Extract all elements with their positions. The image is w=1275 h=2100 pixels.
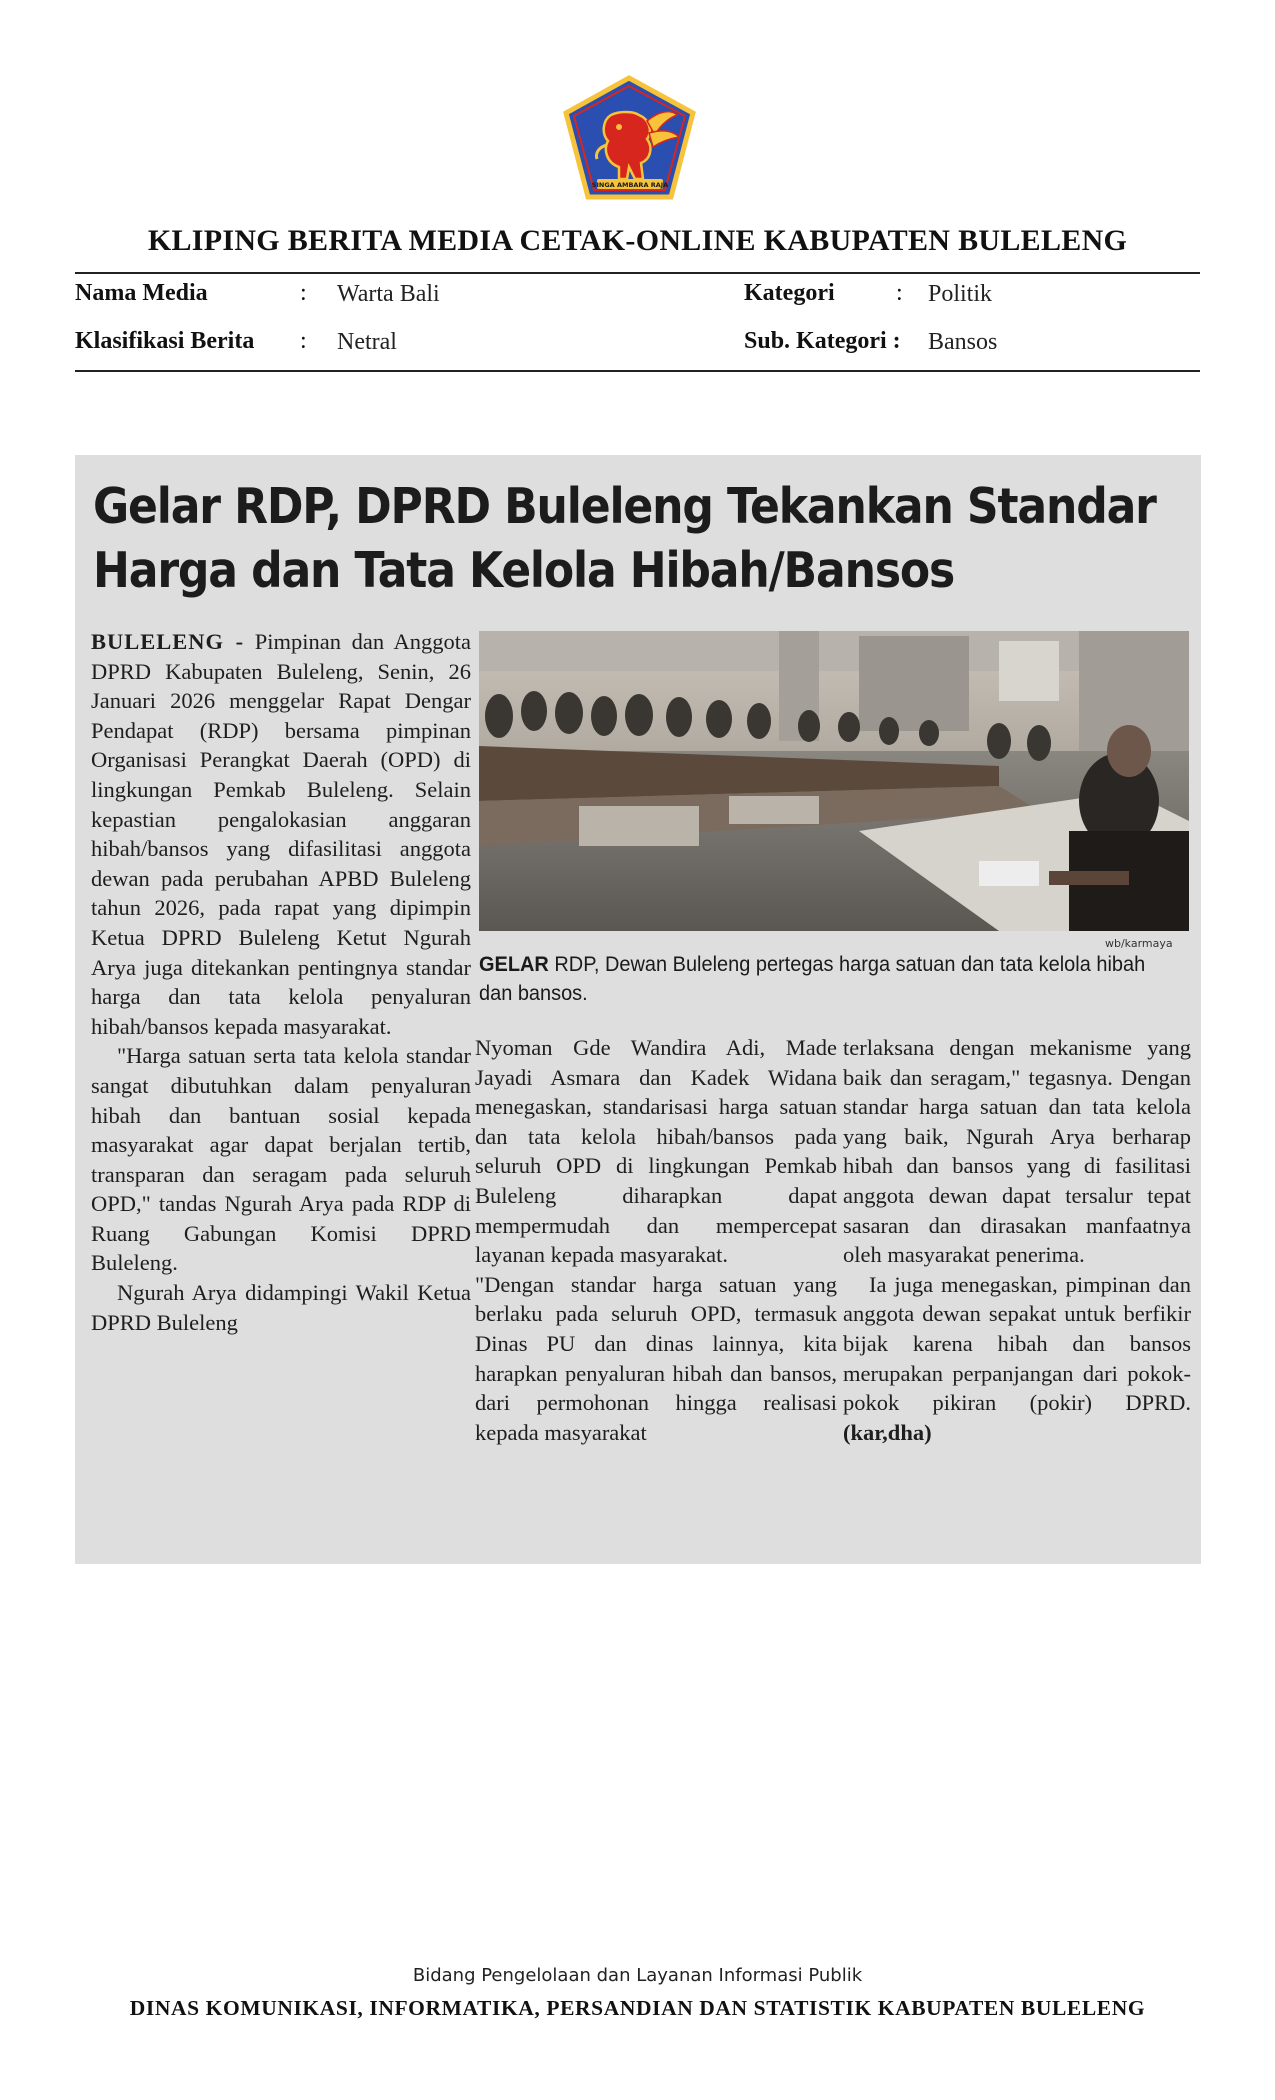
newspaper-clipping [75, 455, 1201, 1564]
article-column-3 [843, 1033, 1191, 1447]
photo-credit: wb/karmaya [1105, 937, 1173, 950]
caption-lead: GELAR [479, 953, 549, 976]
rdp-meeting-photo [479, 631, 1189, 931]
article-paragraph-6: terlaksana dengan mekanisme yang baik dan seragam," tegasnya. Dengan standar harga satuan dan tata kelola yang baik, Ngurah Arya berharap hibah dan bansos yang di fasilitasi anggota dewan dapat tersalur tepat sasaran dan dirasakan manfaatnya oleh masyarakat penerima. [843, 1035, 1191, 1268]
article-headline [93, 475, 1156, 603]
klasifikasi-berita-value: Netral [337, 329, 397, 355]
klasifikasi-berita-label: Klasifikasi Berita [75, 328, 255, 354]
article-paragraph-7-text: Ia juga menegaskan, pimpinan dan anggota dewan sepakat untuk berfikir bijak karena hibah dan bansos merupakan perpanjangan dari pokok-pokok pikiran (pokir) DPRD. [843, 1271, 1191, 1416]
header-top-divider [75, 272, 1200, 274]
document-title: KLIPING BERITA MEDIA CETAK-ONLINE KABUPATEN BULELENG [147, 224, 1128, 257]
klasifikasi-berita-colon: : [300, 328, 307, 354]
photo-caption [479, 950, 1154, 1008]
article-column-1 [91, 627, 471, 1337]
article-paragraph-1-text: Pimpinan dan Anggota DPRD Kabupaten Buleleng, Senin, 26 Januari 2026 menggelar Rapat Dengar Pendapat (RDP) bersama pimpinan Organisasi Perangkat Daerah (OPD) di lingkungan Pemkab Buleleng. Selain kepastian pengalokasian anggaran hibah/bansos yang difasilitasi anggota dewan pada perubahan APBD Buleleng tahun 2026, pada rapat yang dipimpin Ketua DPRD Buleleng Ketut Ngurah Arya juga ditekankan pentingnya standar harga dan tata kelola penyaluran hibah/bansos kepada masyarakat. [91, 629, 472, 1039]
kategori-value: Politik [928, 281, 993, 307]
article-paragraph-2: "Harga satuan serta tata kelola standar sangat dibutuhkan dalam penyaluran hibah dan bantuan sosial kepada masyarakat agar dapat berjalan tertib, transparan dan seragam pada seluruh OPD," tandas Ngurah Arya pada RDP di Ruang Gabungan Komisi DPRD Buleleng. [91, 1043, 471, 1276]
article-dateline: BULELENG - [91, 629, 245, 654]
article-paragraph-4: Nyoman Gde Wandira Adi, Made Jayadi Asmara dan Kadek Widana menegaskan, standarisasi harga satuan dan tata kelola hibah/bansos pada seluruh OPD di lingkungan Pemkab Buleleng diharapkan dapat mempermudah dan mempercepat layanan kepada masyarakat. [475, 1035, 837, 1268]
headline-line-1: Gelar RDP, DPRD Buleleng Tekankan Standar [93, 478, 1156, 535]
kategori-colon: : [896, 280, 903, 306]
nama-media-label: Nama Media [75, 280, 208, 306]
article-paragraph-1 [91, 627, 471, 1041]
logo-motto-text: SINGA AMBARA RAJA [591, 181, 669, 189]
kategori-label: Kategori [744, 280, 835, 306]
headline-line-2: Harga dan Tata Kelola Hibah/Bansos [93, 542, 955, 599]
article-paragraph-3: Ngurah Arya didampingi Wakil Ketua DPRD Buleleng [91, 1280, 471, 1335]
author-signoff: (kar,dha) [843, 1419, 932, 1445]
footer-division: Bidang Pengelolaan dan Layanan Informasi Publik [412, 1965, 863, 1986]
sub-kategori-value: Bansos [928, 329, 998, 355]
nama-media-value: Warta Bali [337, 281, 440, 307]
nama-media-colon: : [300, 280, 307, 306]
article-column-2 [475, 1033, 837, 1447]
caption-text: RDP, Dewan Buleleng pertegas harga satuan dan tata kelola hibah dan bansos. [479, 953, 1146, 1005]
sub-kategori-label: Sub. Kategori : [744, 328, 901, 354]
footer-agency: DINAS KOMUNIKASI, INFORMATIKA, PERSANDIAN DAN STATISTIK KABUPATEN BULELENG [129, 1996, 1146, 2020]
singa-ambara-raja-logo [563, 75, 696, 200]
article-paragraph-5: "Dengan standar harga satuan yang berlaku pada seluruh OPD, termasuk Dinas PU dan dinas lainnya, kita harapkan penyaluran hibah dan bansos, dari permohonan hingga realisasi kepada masyarakat [475, 1271, 837, 1445]
article-paragraph-7 [843, 1270, 1191, 1448]
header-bottom-divider [75, 370, 1200, 372]
